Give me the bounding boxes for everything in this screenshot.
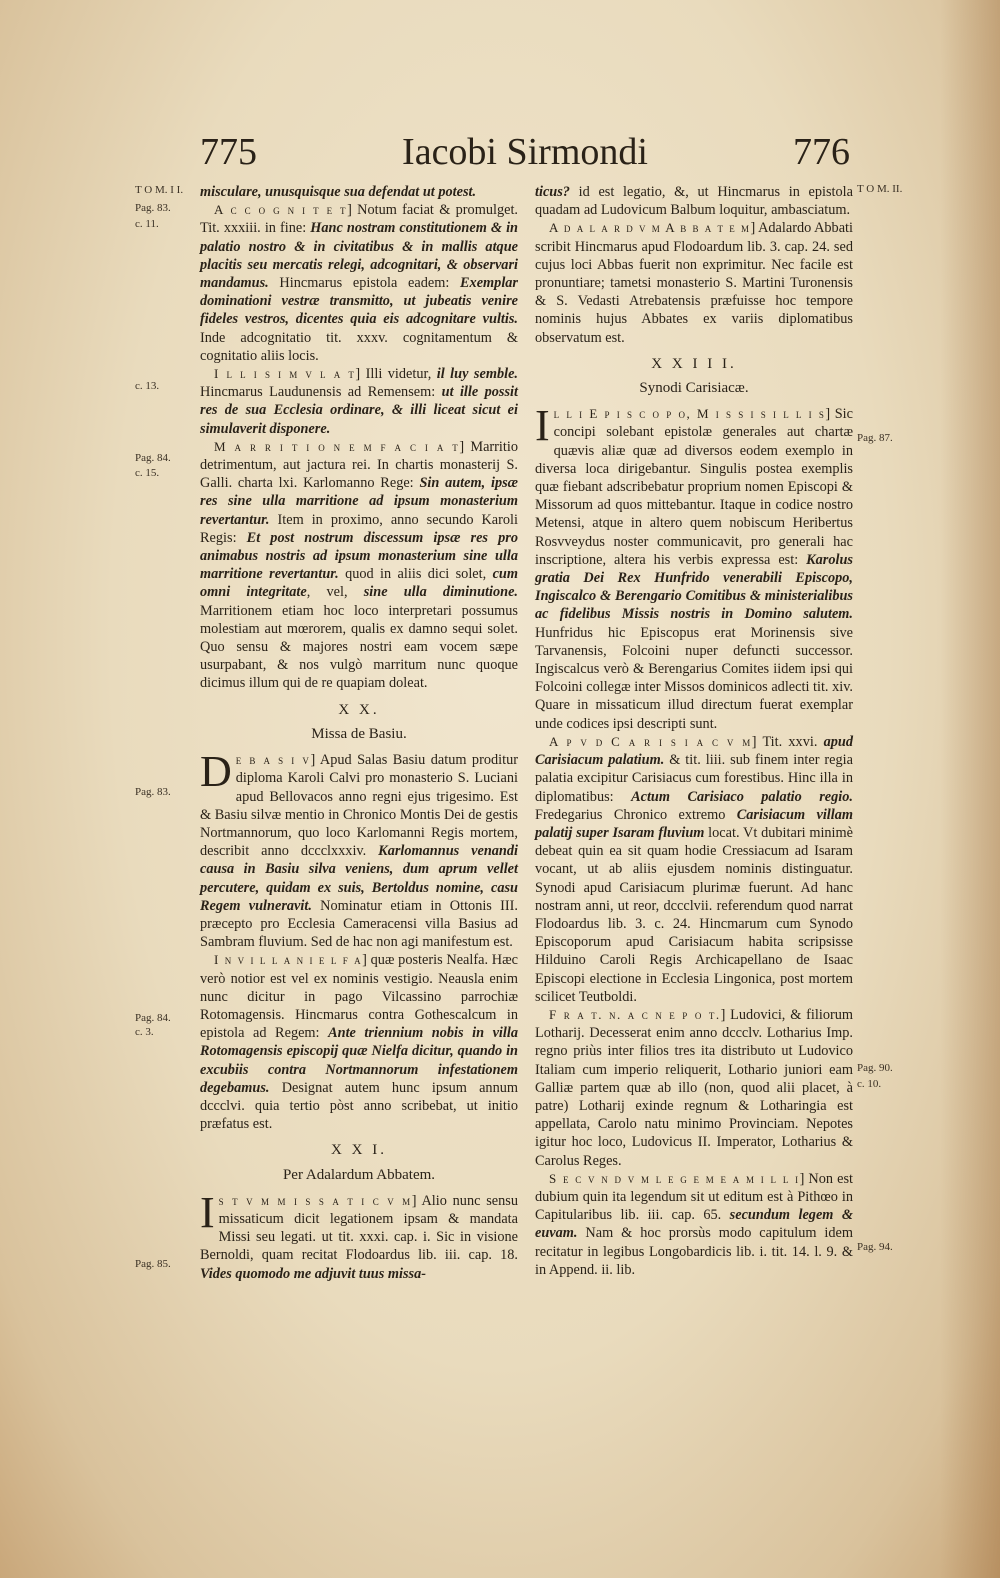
paragraph: I n v i l l a n i e l f a] quæ posteris Nealfa. Hæc verò notior est vel ex nominis vestigio. Neausla enim nunc dicitur in pago Vilcassino parrochiæ Rotomagensis. Hincmarus contra Gothescalcum in epistola ad Regem: Ante triennium nobis in villa Rotomagensis episcopij quæ Nielfa dicitur, quando in excubiis contra Nortmannorum infestationem degebamus. Designat autem hunc ipsum annum dccclvi. quia tertio pòst anno scribebat, ut initio præfatus est. [200,952,518,1133]
paragraph: M a r r i t i o n e m f a c i a t] Marritio detrimentum, aut jactura rei. In chartis monasterij S. Galli. charta lxi. Karlomanno Rege: Sin autem, ipsæ res sine ulla marritione ad ipsum monasterium revertantur. Item in proximo, anno secundo Karoli Regis: Et post nostrum discessum ipsæ res pro animabus nostris ad ipsum monasterium sine ulla marritione revertantur. quod in aliis dici solet, cum omni integritate, vel, sine ulla diminutione. Marritionem etiam hoc loco interpretari possumus molestiam aut mœrorem, qualis ex damno sequi solet. Quo sensu & majores nostri eam vocem sæpe usurpabant, & nos vulgò marritum nunc quoque dicimus illum qui de re quapiam doleat. [200,438,519,692]
paragraph: A d a l a r d v m A b b a t e m] Adalardo Abbati scribit Hincmarus apud Flodoardum lib. 3. cap. 24. sed cujus loci Abbas fuerit non exprimitur. Nec facile est pronuntiare; tametsi monasterio S. Martini Turonensis & S. Vedasti Atrebatensis præfuisse hoc tempore nominis hujus Abbates ex variis diplomatibus observatum est. [535,220,853,346]
section-number: X X I I I. [651,355,737,372]
drop-cap: D [200,747,232,797]
section-number: X X I. [331,1142,387,1159]
margin-note: T O M. II. [857,183,903,195]
margin-note: Pag. 87. [857,432,893,444]
margin-note: Pag. 84. [135,452,171,464]
paragraph: De b a s i v] Apud Salas Basiu datum proditur diploma Karoli Calvi pro monasterio S. Luciani apud Bellovacos anno regni ejus trigesimo. Est & Basiu silvæ mentio in Chronico Montis Dei de gestis Nortmannorum, quo loco Karlomanni Regis mortem, describit anno dccclxxxiv. Karlomannus venandi causa in Basiu silva veniens, dum aprum vellet percutere, quidam ex suis, Bertoldus nomine, casu Regem vulneravit. Nominatur etiam in Ottonis III. præcepto pro Ecclesia Cameracensi villa Basius ad Sambram fluvium. Sed de hac non agi manifestum est. [200,747,518,951]
page-number-right: 776 [793,131,850,173]
margin-note: Pag. 83. [135,202,171,214]
section-number: X X. [338,701,380,718]
margin-note: Pag. 94. [857,1241,893,1253]
paragraph: Il l i E p i s c o p o, M i s s i s i l l i s] Sic concipi solebant epistolæ generales aut chartæ quævis aliæ quæ ad diversos eodem exemplo in diversa loca dirigebantur. Singulis postea exemplis quæ fiebant adscribebatur proprium nomen Episcopi & Missorum ad quos mittebantur. Itaque in codice nostro Metensi, atque in altero quem nobiscum Heribertus Rosvveydus noster communicavit, pro generali hac inscriptione, altera his verbis expressa est: Karolus gratia Dei Rex Hunfrido venerabili Episcopo, Ingiscalco & Berengario Comitibus & ministerialibus ac fidelibus Missis nostris in Domino salutem. Hunfridus hic Episcopus erat Morinensis sive Tarvanensis, Folcoini nuper defuncti successor. Ingiscalcus verò & Berengarius Comites iidem ipsi qui Folcoini collegæ inter Missos dominicos adlecti tit. xiv. Quare in missaticum illud directum fuerat exemplar unde codices ipsi descripti sunt. [535,401,853,732]
section-title: Per Adalardum Abbatem. [282,1166,436,1183]
margin-note: c. 3. [135,1026,154,1038]
margin-note: c. 11. [135,218,159,230]
paragraph: misculare, unusquisque sua defendat ut potest. [200,184,477,200]
margin-note: Pag. 90. [857,1062,893,1074]
margin-note: Pag. 83. [135,786,171,798]
drop-cap: I [200,1187,215,1237]
paragraph: F r a t. n. a c n e p o t.] Ludovici, & filiorum Lotharij. Decesserat enim anno dccclv. Lotharius Imp. regno priùs inter filios tres ita distributo ut Ludovico Italiam cum imperio reliquerit, Lothario juniori eam Galliæ partem quæ ab illo (non, quod alii placet, à patre) Lotharij exinde regnum & Lotharingia est appellata, Carolo natu minimo Provinciam. Nepotes igitur hoc loco, Ludovicus II. Imperator, Lotharius & Carolus Reges. [535,1006,854,1169]
page-header [190,130,860,180]
left-column [200,183,518,1283]
paragraph: S e c v n d v m l e g e m e a m i l l i] Non est dubium quin ita legendum sit ut editum est à Pithœo in Capitularibus lib. iii. cap. 65. secundum legem & euvam. Nam & hoc prorsùs modo capitulum idem recitatur in legibus Longobardicis lib. i. tit. 14. l. 9. & in Append. ii. lib. [535,1170,854,1278]
running-title: Iacobi Sirmondi [402,131,648,173]
page-number-left: 775 [200,131,257,173]
margin-note: Pag. 84. [135,1012,171,1024]
right-column [535,183,853,1279]
margin-note: c. 15. [135,467,160,479]
section-title: Missa de Basiu. [311,725,407,742]
paragraph: A c c o g n i t e t] Notum faciat & promulget. Tit. xxxiii. in fine: Hanc nostram constitutionem & in palatio nostro & in civitatibus & in mallis atque placitis seu mercatis relegi, adcognitari, & observari mandamus. Hincmarus epistola eadem: Exemplar dominationi vestræ transmitto, ut jubeatis venire fideles vestros, dicentes quia eis adcognitare vultis. Inde adcognitatio tit. xxxv. cognitamentum & cognitatio aliis locis. [200,202,518,364]
margin-note: Pag. 85. [135,1258,171,1270]
margin-note: c. 13. [135,380,160,392]
margin-note: c. 10. [857,1078,882,1090]
margin-note: T O M. I I. [135,184,184,196]
paragraph: ticus? id est legatio, &, ut Hincmarus in epistola quadam ad Ludovicum Balbum loquitur, ambasciatum. [535,184,853,219]
section-title: Synodi Carisiacæ. [639,380,749,397]
paragraph: I l l i s i m v l a t] Illi videtur, il luy semble. Hincmarus Laudunensis ad Remensem: ut ille possit res de sua Ecclesia ordinare, & illi liceat sicut ei simulaverit disponere. [200,366,518,437]
paragraph: A p v d C a r i s i a c v m] Tit. xxvi. apud Carisiacum palatium. & tit. liii. sub finem inter regia palatia excipitur Carisiacus cum forestibus. Hinc illa in diplomatibus: Actum Carisiaco palatio regio. Fredegarius Chronico extremo Carisiacum villam palatij super Isaram fluvium locat. Vt dubitari minimè debeat quin ea sit quam hodie Cressiacum ad Isaram vocant, ut ab aliis ejusdem nominis distinguatur. Synodi apud Carisiacum plurimæ fuerunt. Ad hanc nostram anni, ut reor, dccclvii. referendum quod narrat Flodoardus lib. 3. c. 24. Hincmarum cum Synodo Episcoporum apud Carisiacum habita scripsisse Hilduino Caroli Regis Archicapellano de Isaac Episcopi electione in Ecclesia Lingonica, post mortem scilicet Teutboldi. [535,733,854,1005]
page-edge-shadow [940,0,1000,1578]
drop-cap: I [535,401,550,451]
paragraph: Is t v m m i s s a t i c v m] Alio nunc sensu missaticum dicit legationem ipsam & mandata Missi seu legati. ut tit. xxxi. cap. i. Sic in visione Bernoldi, quam recitat Flodoardus lib. iii. cap. 18. Vides quomodo me adjuvit tuus missa- [200,1187,518,1282]
